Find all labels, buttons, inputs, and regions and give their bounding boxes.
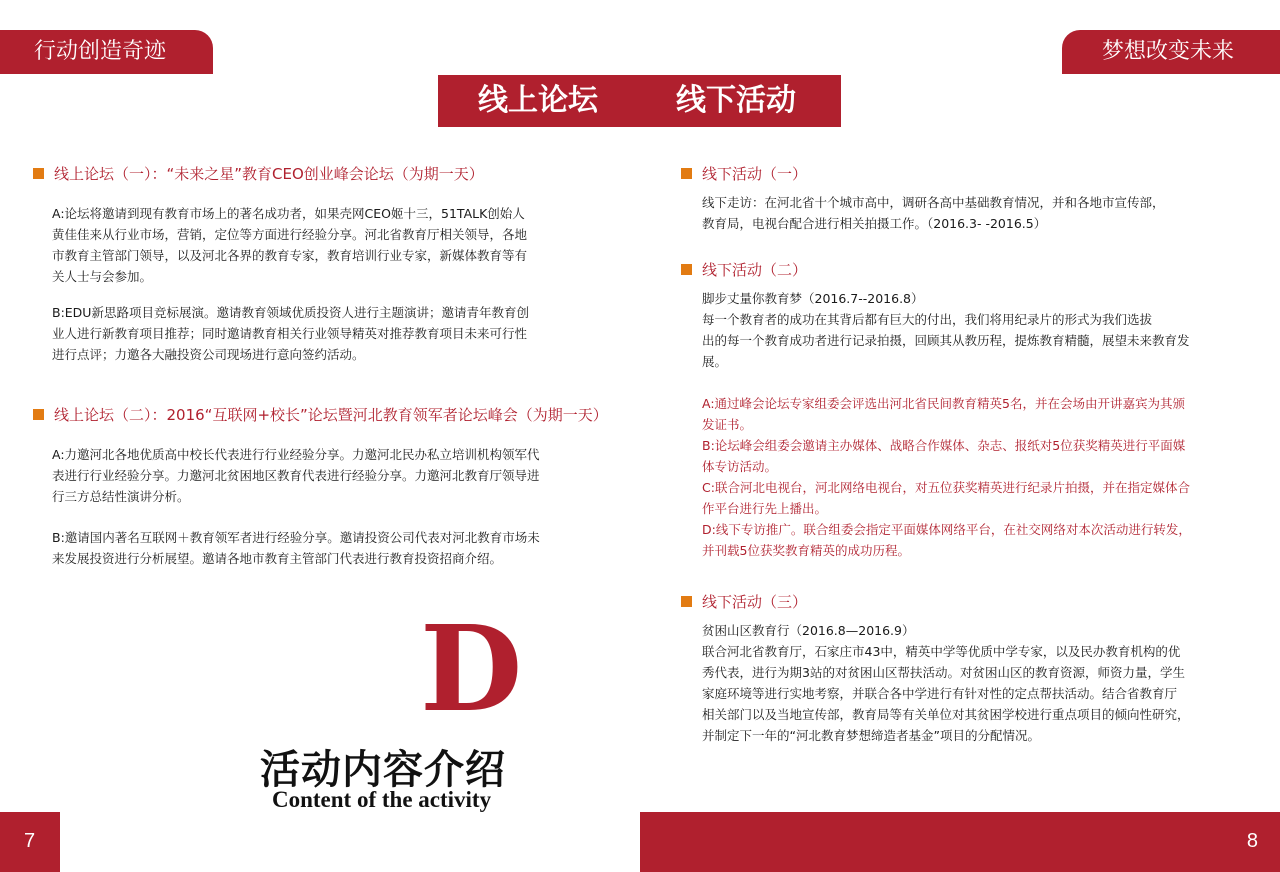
bullet-square-icon xyxy=(33,168,44,179)
highlighted-paragraph: A:通过峰会论坛专家组委会评选出河北省民间教育精英5名，并在会场由开讲嘉宾为其颁 发证书。 B:论坛峰会组委会邀请主办媒体、战略合作媒体、杂志、报纸对5位获奖精英进行平面媒 体专访活动。 C:联合河北电视台，河北网络电视台，对五位获奖精英进行纪录片拍摄，并在指定媒体合 作平台进行先上播出。 D:线下专访推广。联合组委会指定平面媒体网络平台，在社交网络对本次活动进行转发， 并刊载5位获奖教育精英的成功历程。 xyxy=(702,396,1191,558)
title-banner xyxy=(438,75,841,127)
right-header-tag: 梦想改变未来 xyxy=(1062,30,1280,74)
paragraph: 线下走访：在河北省十个城市高中，调研各高中基础教育情况，并和各地市宣传部， 教育局，电视台配合进行相关拍摄工作。（2016.3- -2016.5） xyxy=(702,195,1165,231)
page-number-block-right xyxy=(640,812,1280,872)
paragraph: 脚步丈量你教育梦（2016.7--2016.8） 每一个教育者的成功在其背后都有巨大的付出，我们将用纪录片的形式为我们选拔 出的每一个教育成功者进行记录拍摄，回顾其从教历程，提炼教育精髓，展望未来教育发 展。 xyxy=(702,291,1190,369)
section-heading-text: 线上论坛（二）：2016“互联网+校长”论坛暨河北教育领军者论坛峰会（为期一天） xyxy=(54,406,608,424)
feature-title-en: Content of the activity xyxy=(272,787,492,812)
bullet-square-icon xyxy=(681,168,692,179)
banner-offline-activity: 线下活动 xyxy=(676,83,796,118)
bullet-square-icon xyxy=(33,409,44,420)
decorative-letter-d: D xyxy=(420,599,523,738)
paragraph: 贫困山区教育行（2016.8—2016.9） 联合河北省教育厅，石家庄市43中，精英中学等优质中学专家，以及民办教育机构的优 秀代表，进行为期3站的对贫困山区帮扶活动。对贫困山区的教育资源，师资力量，学生 家庭环境等进行实地考察，并联合各中学进行有针对性的定点帮扶活动。结合省教育厅 相关部门以及当地宣传部，教育局等有关单位对其贫困学校进行重点项目的倾向性研究， 并制定下一年的“河北教育梦想缔造者基金”项目的分配情况。 xyxy=(702,623,1190,743)
bullet-square-icon xyxy=(681,264,692,275)
paragraph: A:力邀河北各地优质高中校长代表进行行业经验分享。力邀河北民办私立培训机构领军代 表进行行业经验分享。力邀河北贫困地区教育代表进行经验分享。力邀河北教育厅领导进 行三方总结性演讲分析。 xyxy=(52,447,540,504)
section-heading-text: 线下活动（一） xyxy=(702,165,808,183)
banner-online-forum: 线上论坛 xyxy=(478,83,598,118)
left-header-tag: 行动创造奇迹 xyxy=(0,30,213,74)
section-heading-text: 线下活动（二） xyxy=(702,261,808,279)
paragraph: A:论坛将邀请到现有教育市场上的著名成功者，如果壳网CEO姬十三，51TALK创始人 黄佳佳来从行业市场，营销，定位等方面进行经验分享。河北省教育厅相关领导，各地 市教育主管部门领导，以及河北各界的教育专家，教育培训行业专家，新媒体教育等有 关人士与会参加。 xyxy=(52,206,528,284)
paragraph: B:邀请国内著名互联网＋教育领军者进行经验分享。邀请投资公司代表对河北教育市场未 来发展投资进行分析展望。邀请各地市教育主管部门代表进行教育投资招商介绍。 xyxy=(52,530,540,566)
page-number: 8 xyxy=(1246,830,1258,852)
section-heading-text: 线上论坛（一）：“未来之星”教育CEO创业峰会论坛（为期一天） xyxy=(54,165,484,183)
section-heading-text: 线下活动（三） xyxy=(702,593,808,611)
paragraph: B:EDU新思路项目竞标展演。邀请教育领域优质投资人进行主题演讲；邀请青年教育创 业人进行新教育项目推荐；同时邀请教育相关行业领导精英对推荐教育项目未来可行性 进行点评；力邀各大融投资公司现场进行意向签约活动。 xyxy=(52,305,529,362)
page-number: 7 xyxy=(24,830,36,852)
feature-title-cn: 活动内容介绍 xyxy=(260,746,506,793)
page-number-block-left xyxy=(0,812,60,872)
bullet-square-icon xyxy=(681,596,692,607)
